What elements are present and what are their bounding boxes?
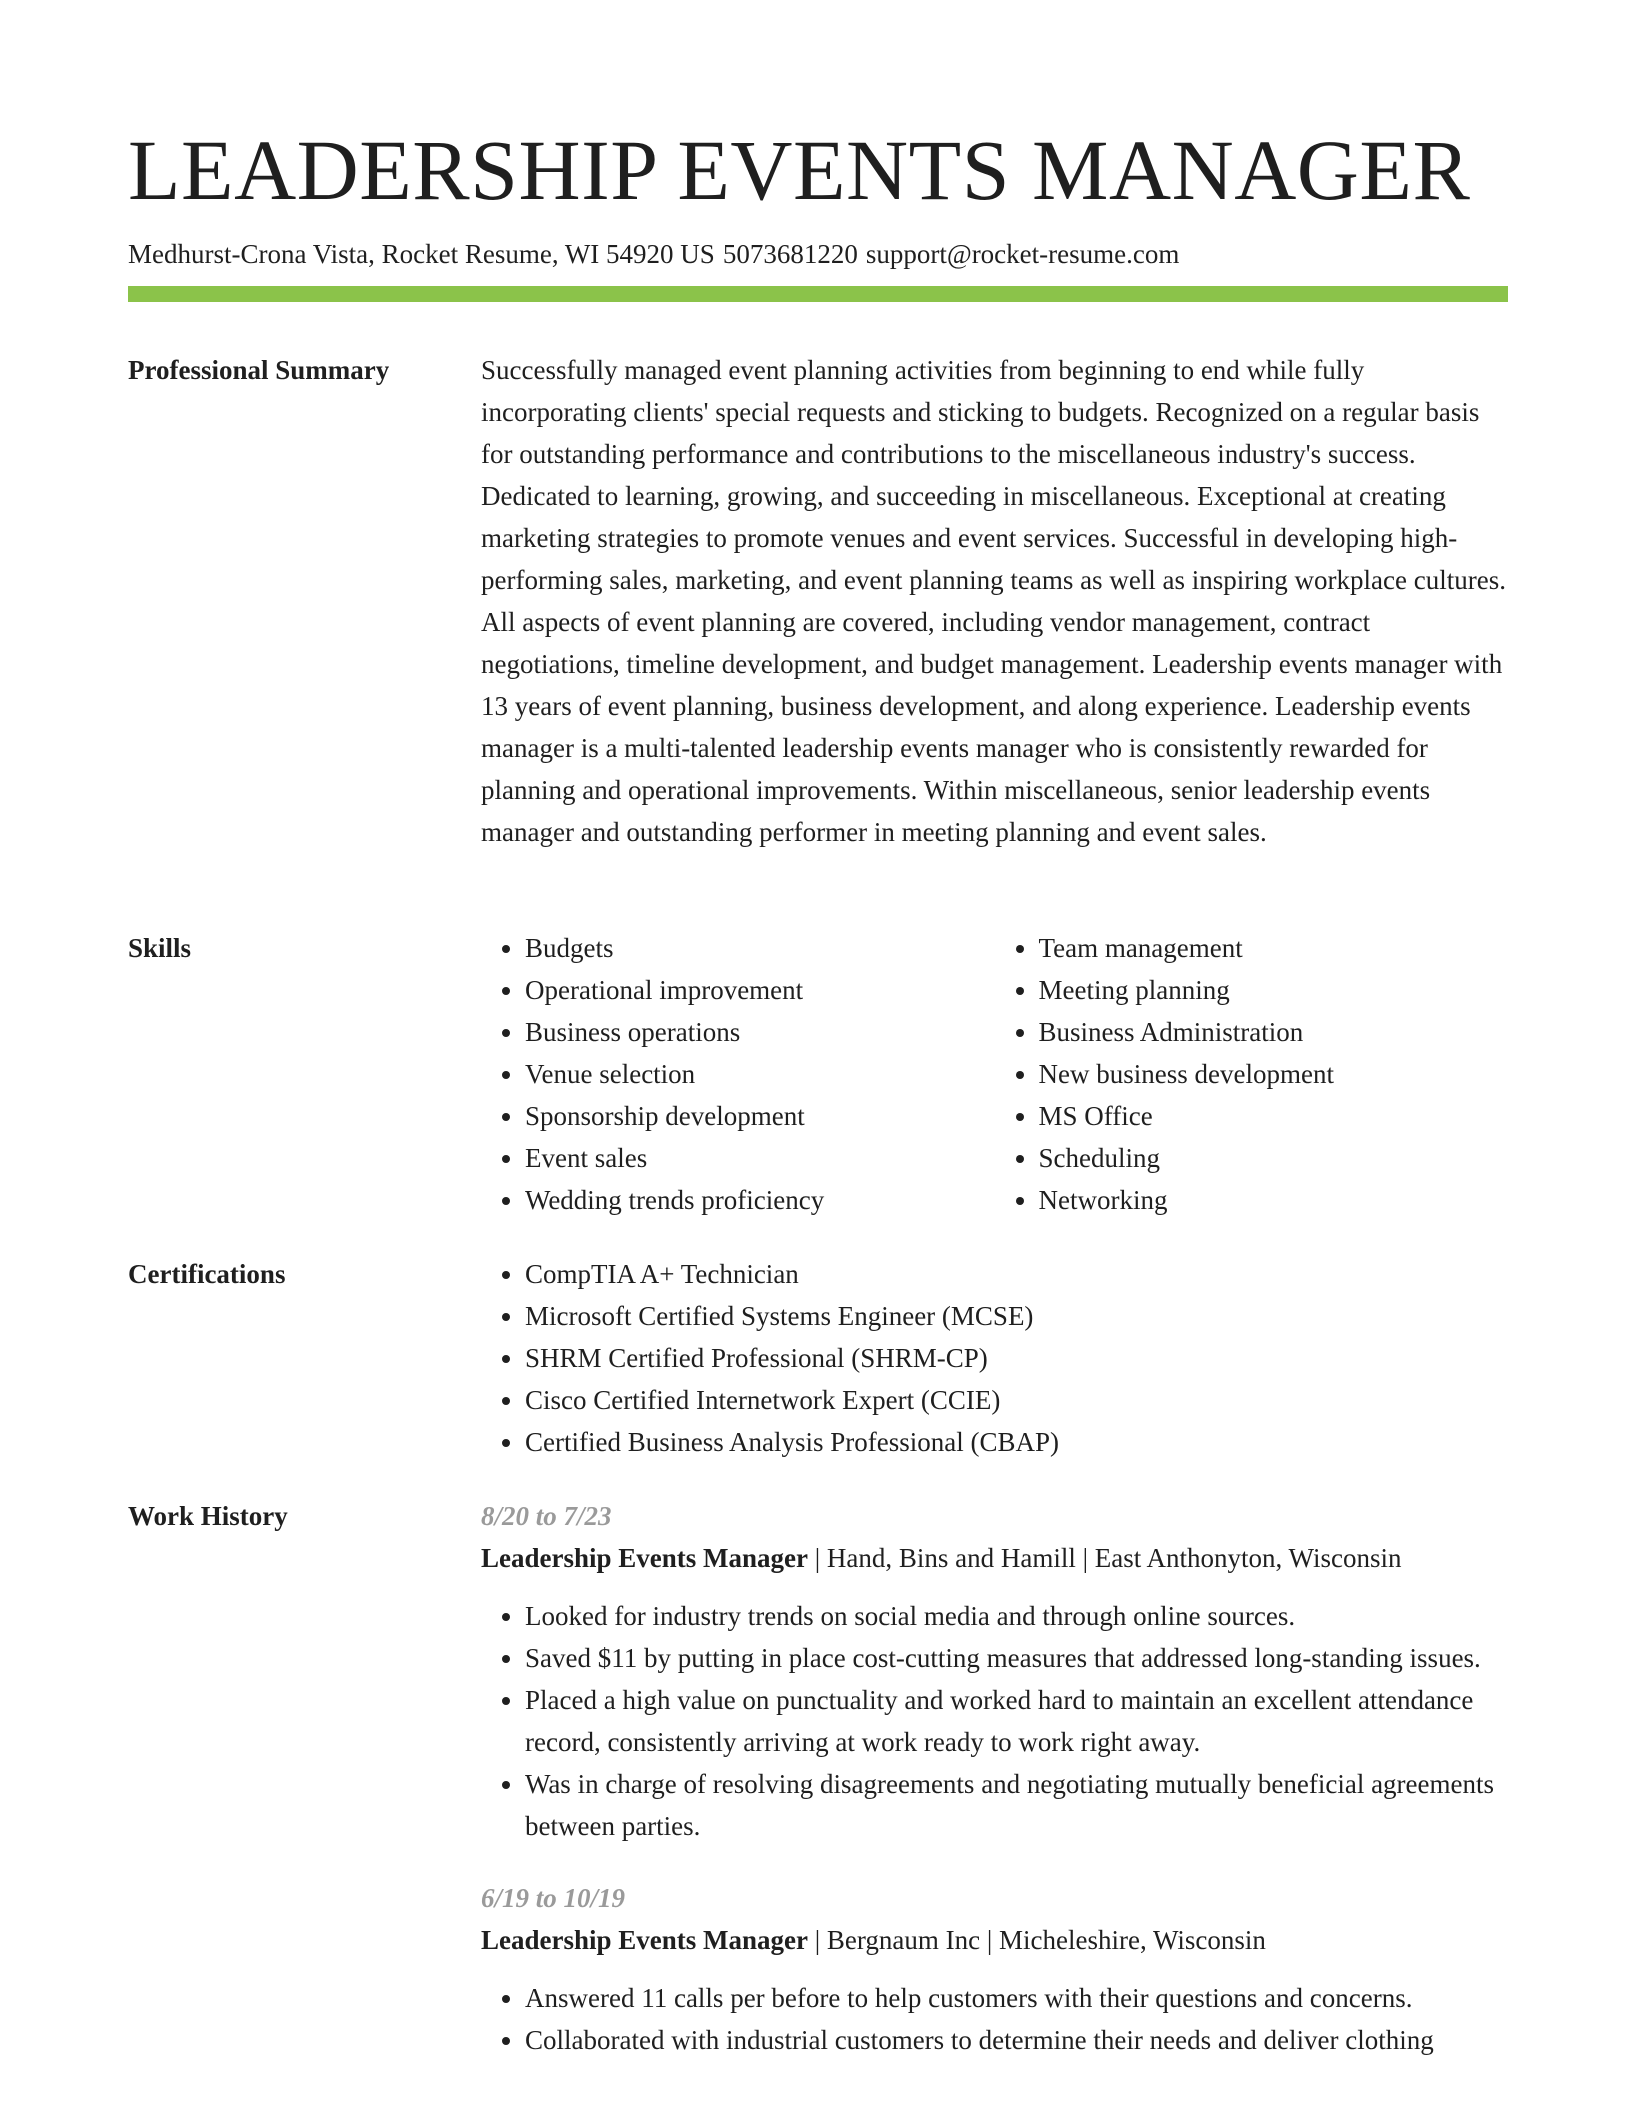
skill-item: • Budgets	[525, 927, 995, 969]
contact-email: support@rocket-resume.com	[865, 239, 1180, 269]
certification-item: • CompTIA A+ Technician	[525, 1253, 1508, 1295]
job-role: Leadership Events Manager	[481, 1543, 808, 1573]
job-bullet: • Collaborated with industrial customers to determine their needs and deliver clothing	[525, 2019, 1508, 2061]
job-title-line	[481, 1537, 1508, 1579]
header-divider	[128, 286, 1508, 302]
skill-item: • Team management	[1039, 927, 1509, 969]
certifications-list	[481, 1253, 1508, 1463]
summary-body	[481, 349, 1508, 853]
job-bullet: • Was in charge of resolving disagreements and negotiating mutually beneficial agreements between parties.	[525, 1763, 1508, 1847]
skill-item: • Networking	[1039, 1179, 1509, 1221]
certifications-body	[481, 1253, 1508, 1463]
summary-text: Successfully managed event planning activities from beginning to end while fully incorporating clients' special requests and sticking to budgets. Recognized on a regular basis for outstanding performance and contributions to the miscellaneous industry's success. Dedicated to learning, growing, and succeeding in miscellaneous. Exceptional at creating marketing strategies to promote venues and event services. Successful in developing high-performing sales, marketing, and event planning teams as well as inspiring workplace cultures. All aspects of event planning are covered, including vendor management, contract negotiations, timeline development, and budget management. Leadership events manager with 13 years of event planning, business development, and along experience. Leadership events manager is a multi-talented leadership events manager who is consistently rewarded for planning and operational improvements. Within miscellaneous, senior leadership events manager and outstanding performer in meeting planning and event sales.	[481, 355, 1506, 847]
job-bullet: • Answered 11 calls per before to help customers with their questions and concerns.	[525, 1977, 1508, 2019]
skill-item: • MS Office	[1039, 1095, 1509, 1137]
job-entry	[481, 1495, 1508, 1847]
skill-item: • Business Administration	[1039, 1011, 1509, 1053]
skill-item: • Scheduling	[1039, 1137, 1509, 1179]
candidate-name: LEADERSHIP EVENTS MANAGER	[128, 122, 1471, 218]
certification-item: • SHRM Certified Professional (SHRM-CP)	[525, 1337, 1508, 1379]
job-bullets	[481, 1595, 1508, 1847]
skill-item: • Business operations	[525, 1011, 995, 1053]
job-entry	[481, 1877, 1508, 2061]
skills-list-right	[995, 927, 1509, 1221]
summary-title: Professional Summary	[128, 355, 390, 385]
certifications-title: Certifications	[128, 1259, 286, 1289]
resume-header	[128, 120, 1508, 272]
contact-phone: 5073681220	[722, 239, 858, 269]
skill-item: • New business development	[1039, 1053, 1509, 1095]
skill-item: • Meeting planning	[1039, 969, 1509, 1011]
job-dates: 8/20 to 7/23	[481, 1501, 612, 1531]
job-role: Leadership Events Manager	[481, 1925, 808, 1955]
skills-title: Skills	[128, 933, 192, 963]
job-bullet: • Looked for industry trends on social media and through online sources.	[525, 1595, 1508, 1637]
certification-item: • Microsoft Certified Systems Engineer (MCSE)	[525, 1295, 1508, 1337]
job-bullets	[481, 1977, 1508, 2061]
job-bullet: • Saved $11 by putting in place cost-cutting measures that addressed long-standing issues.	[525, 1637, 1508, 1679]
job-bullet: • Placed a high value on punctuality and worked hard to maintain an excellent attendance record, consistently arriving at work ready to work right away.	[525, 1679, 1508, 1763]
job-dates: 6/19 to 10/19	[481, 1883, 626, 1913]
skill-item: • Event sales	[525, 1137, 995, 1179]
certification-item: • Cisco Certified Internetwork Expert (CCIE)	[525, 1379, 1508, 1421]
certification-item: • Certified Business Analysis Professional (CBAP)	[525, 1421, 1508, 1463]
skill-item: • Sponsorship development	[525, 1095, 995, 1137]
job-details: | Bergnaum Inc | Micheleshire, Wisconsin	[808, 1925, 1266, 1955]
contact-address: Medhurst-Crona Vista, Rocket Resume, WI 54920 US	[128, 239, 715, 269]
job-details: | Hand, Bins and Hamill | East Anthonyton, Wisconsin	[808, 1543, 1402, 1573]
job-title-line	[481, 1919, 1508, 1961]
contact-line	[128, 236, 1508, 272]
skills-list-left	[481, 927, 995, 1221]
work-history-title: Work History	[128, 1501, 288, 1531]
skill-item: • Wedding trends proficiency	[525, 1179, 995, 1221]
skill-item: • Operational improvement	[525, 969, 995, 1011]
skills-body	[481, 927, 1508, 1221]
work-history-body	[481, 1495, 1508, 2091]
skill-item: • Venue selection	[525, 1053, 995, 1095]
